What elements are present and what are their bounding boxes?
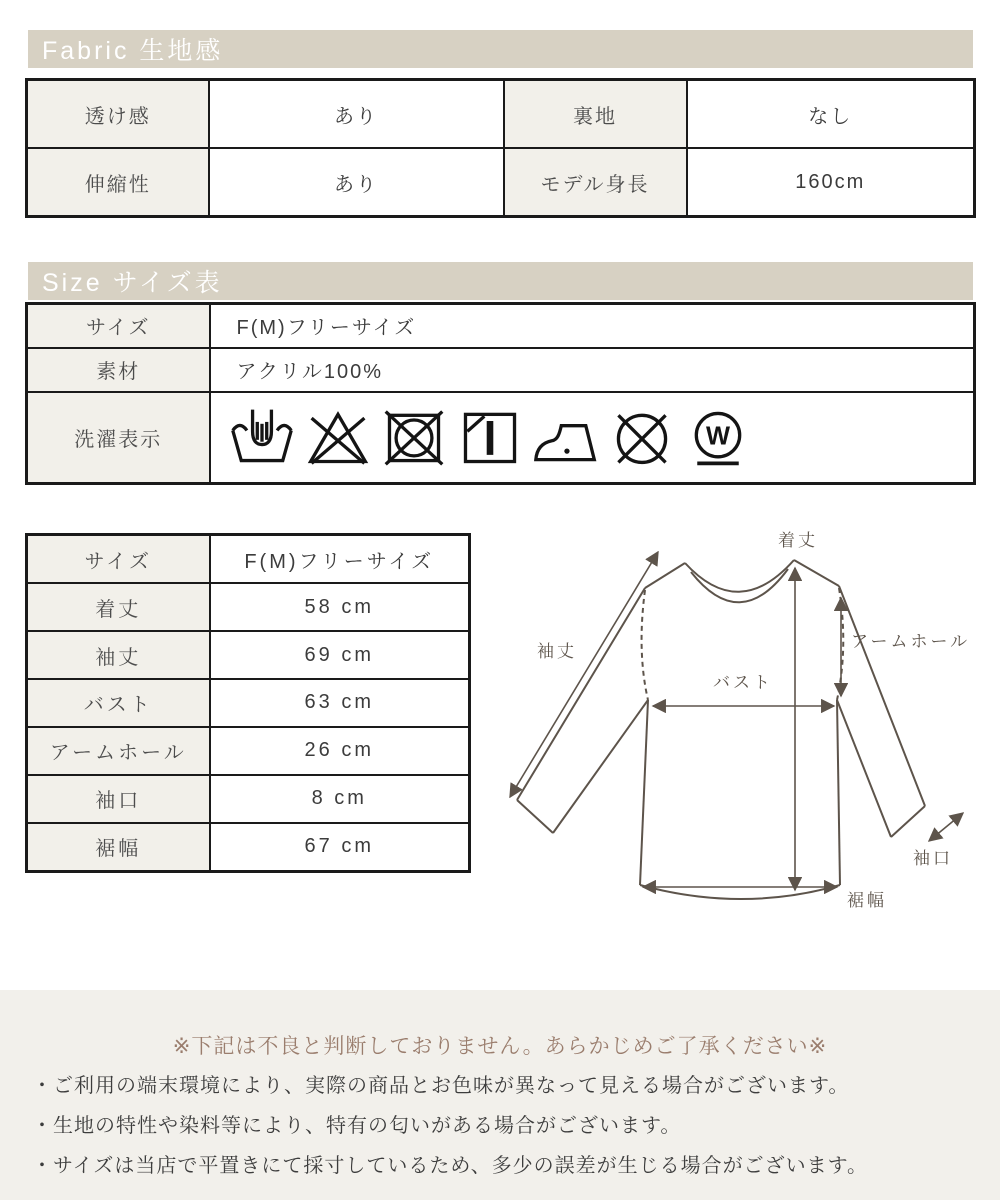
do-not-dry-clean-icon: [609, 406, 675, 468]
measure-label-size: サイズ: [27, 535, 210, 584]
hand-wash-icon: [229, 406, 295, 468]
svg-text:W: W: [705, 422, 730, 451]
fabric-section-header: [28, 30, 973, 68]
measure-value-hem: 67 cm: [210, 823, 470, 872]
care-label: 洗濯表示: [27, 392, 210, 484]
disclaimer-bullet: ・生地の特性や染料等により、特有の匂いがある場合がございます。: [32, 1115, 682, 1137]
measurements-table: [25, 533, 471, 873]
table-row: [27, 392, 975, 484]
table-row: [27, 148, 975, 217]
measure-value-size: F(M)フリーサイズ: [210, 535, 470, 584]
do-not-tumble-dry-icon: [381, 406, 447, 468]
diagram-label-length: 着丈: [778, 531, 818, 550]
material-value: アクリル100%: [210, 348, 975, 392]
size-spec-table: [25, 302, 976, 485]
measure-value-sleeve: 69 cm: [210, 631, 470, 679]
table-row: [27, 775, 470, 823]
fabric-label-stretch: 伸縮性: [27, 148, 209, 217]
measure-value-bust: 63 cm: [210, 679, 470, 727]
fabric-value-sheerness: あり: [209, 80, 504, 149]
fabric-label-model-height: モデル身長: [504, 148, 687, 217]
size-section-header: [28, 262, 973, 300]
measure-value-length: 58 cm: [210, 583, 470, 631]
measure-label-armhole: アームホール: [27, 727, 210, 775]
fabric-table: [25, 78, 976, 218]
disclaimer-bullet: ・サイズは当店で平置きにて採寸しているため、多少の誤差が生じる場合がございます。: [32, 1155, 868, 1177]
wash-icon-row: [211, 406, 973, 468]
fabric-value-lining: なし: [687, 80, 975, 149]
size-section-title: Size サイズ表: [42, 269, 223, 297]
disclaimer-heading: ※下記は不良と判断しておりません。あらかじめご了承ください※: [172, 1035, 828, 1058]
table-row: [27, 535, 470, 584]
measure-value-armhole: 26 cm: [210, 727, 470, 775]
diagram-label-cuff: 袖口: [913, 849, 953, 868]
care-icons-cell: [210, 392, 975, 484]
table-row: [27, 727, 470, 775]
measure-value-cuff: 8 cm: [210, 775, 470, 823]
table-row: [27, 304, 975, 348]
table-row: [27, 679, 470, 727]
measure-label-sleeve: 袖丈: [27, 631, 210, 679]
measure-label-bust: バスト: [27, 679, 210, 727]
do-not-bleach-icon: [305, 406, 371, 468]
table-row: [27, 583, 470, 631]
diagram-label-hem-width: 裾幅: [847, 891, 887, 910]
material-label: 素材: [27, 348, 210, 392]
diagram-label-bust: バスト: [713, 673, 773, 692]
diagram-label-sleeve-length: 袖丈: [537, 642, 577, 661]
garment-outline: [517, 560, 925, 899]
size-value: F(M)フリーサイズ: [210, 304, 975, 348]
disclaimer-section: [0, 990, 1000, 1200]
measure-label-cuff: 袖口: [27, 775, 210, 823]
measure-label-hem: 裾幅: [27, 823, 210, 872]
table-row: [27, 80, 975, 149]
table-row: [27, 631, 470, 679]
fabric-label-lining: 裏地: [504, 80, 687, 149]
table-row: [27, 348, 975, 392]
fabric-value-stretch: あり: [209, 148, 504, 217]
garment-measurement-diagram: [495, 510, 995, 970]
size-label: サイズ: [27, 304, 210, 348]
diagram-label-armhole: アームホール: [851, 632, 971, 651]
disclaimer-bullet: ・ご利用の端末環境により、実際の商品とお色味が異なって見える場合がございます。: [32, 1075, 850, 1097]
hang-dry-in-shade-icon: [457, 406, 523, 468]
fabric-label-sheerness: 透け感: [27, 80, 209, 149]
iron-low-heat-icon: [533, 406, 599, 468]
fabric-section-title: Fabric 生地感: [42, 37, 224, 65]
table-row: [27, 823, 470, 872]
disclaimer-bullets: [32, 1066, 868, 1186]
measure-label-length: 着丈: [27, 583, 210, 631]
wet-clean-gentle-icon: [685, 406, 751, 468]
fabric-value-model-height: 160cm: [687, 148, 975, 217]
